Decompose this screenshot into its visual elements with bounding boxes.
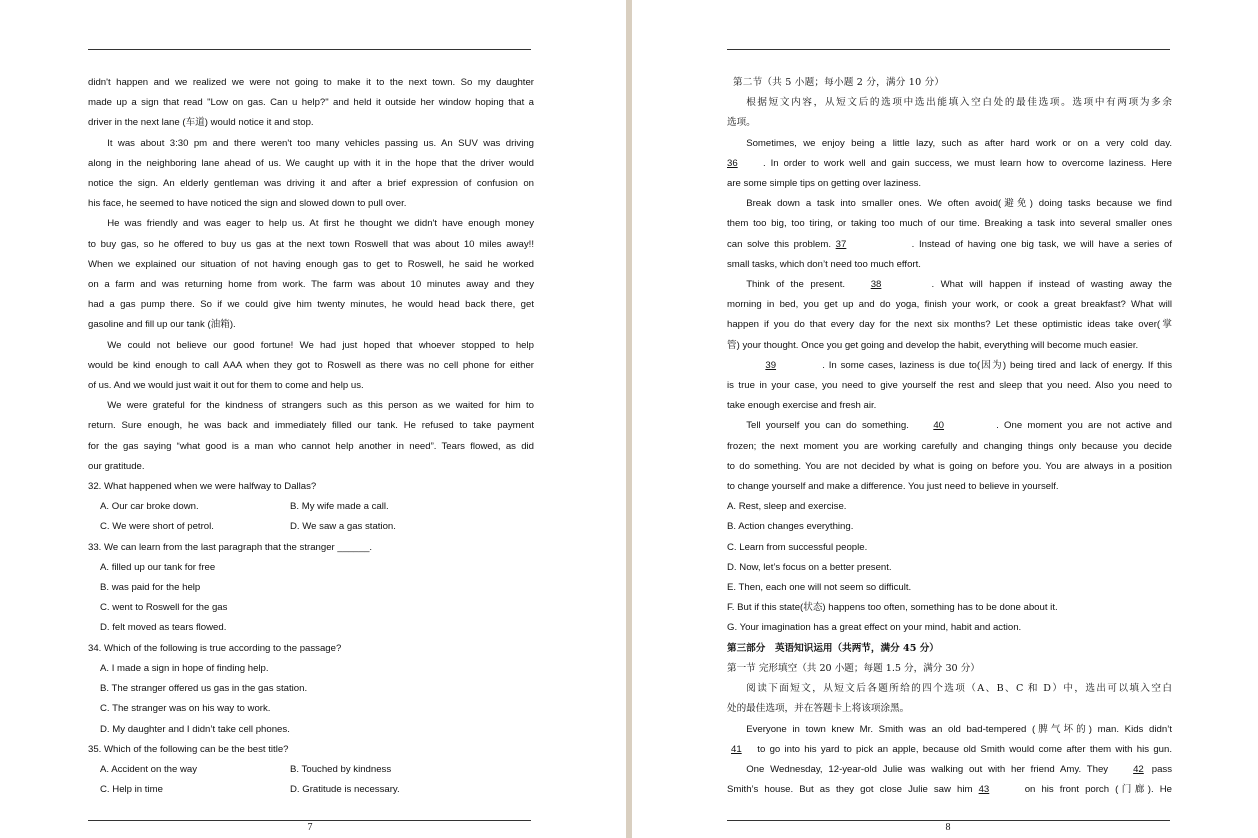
right-column: [727, 73, 1172, 800]
text-line: are some simple tips on getting over laziness.: [727, 178, 922, 190]
question-stem: 33. We can learn from the last paragraph that the stranger ______.: [88, 541, 373, 553]
text-line: to do something. You are not decided by what is going on before you. You are always in a position: [727, 460, 1172, 472]
text: . In some cases, laziness is due to(因为) being tired and lack of energy. If this: [822, 359, 1172, 371]
option-a[interactable]: A. I made a sign in hope of finding help.: [100, 662, 269, 674]
question-stem: 32. What happened when we were halfway to Dallas?: [88, 481, 317, 493]
text-line: for the gas saying “what good is a man who cannot help another in need”. Tears flowed, as did: [88, 440, 534, 452]
text-line: had a gas pump there. So if we could give him twenty minutes, he would head back there, get: [88, 299, 534, 311]
text-line: frozen; the next moment you are working carefully and changing things only because you decide: [727, 440, 1172, 452]
page-number: 8: [945, 822, 951, 833]
text-line: morning in bed, you get up and do yoga, finish your work, or cook a great breakfast? What will: [727, 299, 1172, 311]
text-line: notice the sign. An elderly gentleman was driving it and after a brief expression of confusion on: [88, 178, 534, 190]
blank-40[interactable]: 40: [933, 420, 945, 432]
part-3-title: 第三部分 英语知识运用（共两节，满分 45 分）: [727, 642, 939, 654]
text-line: is true in your case, you need to give yourself the rest and sleep that you need. Also you need to: [727, 380, 1172, 392]
text-line: didn't happen and we realized we were not going to make it to the next town. So my daughter: [88, 77, 534, 88]
option-a[interactable]: A. Our car broke down.: [100, 501, 199, 513]
option-b[interactable]: B. Touched by kindness: [290, 763, 392, 775]
question-stem: 35. Which of the following can be the best title?: [88, 743, 289, 755]
option-d[interactable]: D. Gratitude is necessary.: [290, 784, 400, 796]
option-b[interactable]: B. My wife made a call.: [290, 501, 389, 513]
story-paragraph-5: [88, 396, 534, 477]
text-line: would be kind enough to call AAA when they got to Roswell as there was no cell phone for either: [88, 359, 534, 371]
passage-paragraph-1: [727, 134, 1172, 195]
text-line: our gratitude.: [88, 460, 145, 472]
text: on his front porch (门廊). He: [1024, 784, 1173, 796]
part-3-instructions: 处的最佳选项，并在答题卡上将该项涂黑。: [727, 703, 910, 715]
text-line: to change yourself and make a difference. You just need to believe in yourself.: [727, 481, 1059, 493]
choice-g[interactable]: G. Your imagination has a great effect on your mind, habit and action.: [727, 622, 1022, 634]
text: Smith’s house. But as they got close Julie saw him: [727, 784, 973, 796]
option-c[interactable]: C. We were short of petrol.: [100, 521, 214, 533]
option-c[interactable]: C. The stranger was on his way to work.: [100, 703, 271, 715]
text-line: It was about 3:30 pm and there weren't too many vehicles passing us. An SUV was driving: [107, 137, 534, 149]
section-2-instructions: 根据短文内容，从短文后的选项中选出能填入空白处的最佳选项。选项中有两项为多余: [746, 97, 1172, 109]
text-line: When we explained our situation of not having enough gas to get to Roswell, he said he worked: [88, 258, 534, 270]
text-line: [727, 235, 1172, 255]
passage-paragraph-4: [727, 356, 1172, 417]
text-line: [727, 275, 1172, 295]
blank-38[interactable]: 38: [870, 279, 882, 291]
text-line: them too big, too tiring, or taking too much of our time. Breaking a task into several smaller ones: [727, 218, 1172, 230]
option-row: [88, 497, 534, 517]
text: . In order to work well and gain success, we must learn how to overcome laziness. Here: [763, 157, 1172, 169]
passage-paragraph-2: [727, 194, 1172, 275]
text: . What will happen if instead of wasting away the: [931, 279, 1172, 291]
text-line: [727, 356, 1172, 376]
passage-paragraph-3: [727, 275, 1172, 356]
choice-d[interactable]: D. Now, let’s focus on a better present.: [727, 561, 892, 573]
text-line: [727, 760, 1172, 780]
blank-36[interactable]: 36: [727, 157, 738, 169]
option-row: [88, 780, 534, 800]
text-line: We were grateful for the kindness of strangers such as this person as we waited for him to: [107, 400, 534, 412]
left-column: [88, 73, 534, 800]
text-line: 管) your thought. Once you get going and develop the habit, everything will become much easier.: [727, 339, 1139, 351]
text-line: We could not believe our good fortune! We had just hoped that whoever stopped to help: [107, 339, 534, 351]
question-stem: 34. Which of the following is true according to the passage?: [88, 642, 342, 654]
text: can solve this problem.: [727, 238, 832, 250]
text-line: Sometimes, we enjoy being a little lazy, such as after hard work or on a very cold day.: [746, 137, 1172, 149]
option-d[interactable]: D. felt moved as tears flowed.: [100, 622, 227, 634]
text-line: gasoline and fill up our tank (油箱).: [88, 319, 236, 331]
text-line: take enough exercise and fresh air.: [727, 400, 877, 412]
top-rule: [88, 49, 531, 50]
part-3-instructions: 阅读下面短文，从短文后各题所给的四个选项（A、B、C 和 D）中，选出可以填入空白: [746, 683, 1172, 695]
text-line: Everyone in town knew Mr. Smith was an old bad-tempered (脾气坏的) man. Kids didn’t: [746, 723, 1172, 735]
option-b[interactable]: B. was paid for the help: [100, 582, 201, 594]
question-32: [88, 477, 534, 538]
text-line: Break down a task into smaller ones. We often avoid(避免) doing tasks because we find: [746, 198, 1172, 210]
text: One Wednesday, 12-year-old Julie was walking out with her friend Amy. They: [746, 763, 1109, 775]
text-line: of us. And we would just wait it out for them to come and help us.: [88, 380, 364, 392]
text: Think of the present.: [746, 279, 846, 291]
text-line: [727, 780, 1172, 800]
question-34: [88, 639, 534, 740]
choice-c[interactable]: C. Learn from successful people.: [727, 541, 868, 553]
story-paragraph-1: [88, 73, 534, 134]
section-2-header: 第二节（共 5 小题；每小题 2 分，满分 10 分）: [733, 77, 945, 88]
text-line: return. Sure enough, he was back and immediately filled our tank. He refused to take payment: [88, 420, 534, 432]
text-line: to buy gas, so he offered to buy us gas at the next town Roswell that was about 10 miles away!!: [88, 238, 534, 250]
text-line: driver in the next lane (车道) would notice it and stop.: [88, 117, 314, 129]
blank-41[interactable]: 41: [731, 743, 742, 755]
text-line: made up a sign that read "Low on gas. Can u help?" and held it outside her window hoping that a: [88, 97, 534, 109]
blank-42[interactable]: 42: [1133, 763, 1144, 775]
story-paragraph-4: [88, 336, 534, 397]
option-c[interactable]: C. went to Roswell for the gas: [100, 602, 228, 614]
choice-e[interactable]: E. Then, each one will not seem so difficult.: [727, 582, 912, 594]
text: . Instead of having one big task, we will have a series of: [911, 238, 1173, 250]
text-line: his face, he seemed to have noticed the sign and slowed down to pull over.: [88, 198, 407, 210]
option-c[interactable]: C. Help in time: [100, 784, 163, 796]
choice-b[interactable]: B. Action changes everything.: [727, 521, 854, 533]
text-line: [727, 154, 1172, 174]
text-line: [727, 740, 1172, 760]
part-3-section-1-header: 第一节 完形填空（共 20 小题；每题 1.5 分，满分 30 分）: [727, 662, 980, 674]
question-33: [88, 538, 534, 639]
text-line: on a farm and was returning home from work. The farm was about 10 minutes away and they: [88, 279, 534, 291]
blank-39[interactable]: 39: [765, 359, 777, 371]
bottom-rule: [727, 820, 1170, 821]
top-rule: [727, 49, 1170, 50]
text: to go into his yard to pick an apple, because old Smith would come after them with his gun.: [753, 743, 1172, 755]
option-row: [88, 517, 534, 537]
text: . One moment you are not active and: [996, 420, 1173, 432]
option-b[interactable]: B. The stranger offered us gas in the gas station.: [100, 683, 308, 695]
section-2-instructions: 选项。: [727, 117, 756, 129]
option-a[interactable]: A. Accident on the way: [100, 763, 198, 775]
question-35: [88, 740, 534, 801]
left-page: [0, 0, 626, 838]
text-line: He was friendly and was eager to help us. At first he thought we didn't have enough money: [107, 218, 534, 230]
story-paragraph-2: [88, 134, 534, 215]
choice-a[interactable]: A. Rest, sleep and exercise.: [727, 501, 847, 513]
text-line: along in the neighboring lane ahead of us. We caught up with it in the hope that the driver would: [88, 157, 534, 169]
option-a[interactable]: A. filled up our tank for free: [100, 561, 216, 573]
passage-paragraph-5: [727, 416, 1172, 497]
text-line: small tasks, which don’t need too much effort.: [727, 258, 921, 270]
story-paragraph-3: [88, 214, 534, 335]
cloze-passage: [727, 720, 1172, 801]
text: pass: [1151, 763, 1172, 775]
page-number: 7: [307, 822, 313, 833]
text-line: [727, 416, 1172, 436]
blank-43[interactable]: 43: [978, 784, 990, 796]
right-page: [632, 0, 1258, 838]
answer-choices: [727, 497, 1172, 638]
blank-37[interactable]: 37: [835, 238, 847, 250]
option-d[interactable]: D. My daughter and I didn’t take cell phones.: [100, 723, 290, 735]
choice-f[interactable]: F. But if this state(状态) happens too often, something has to be done about it.: [727, 602, 1058, 614]
option-row: [88, 760, 534, 780]
text-line: happen if you do that every day for the next six months? Let these optimistic ideas take over(掌: [727, 319, 1172, 331]
bottom-rule: [88, 820, 531, 821]
text: Tell yourself you can do something.: [746, 420, 909, 432]
option-d[interactable]: D. We saw a gas station.: [290, 521, 396, 533]
